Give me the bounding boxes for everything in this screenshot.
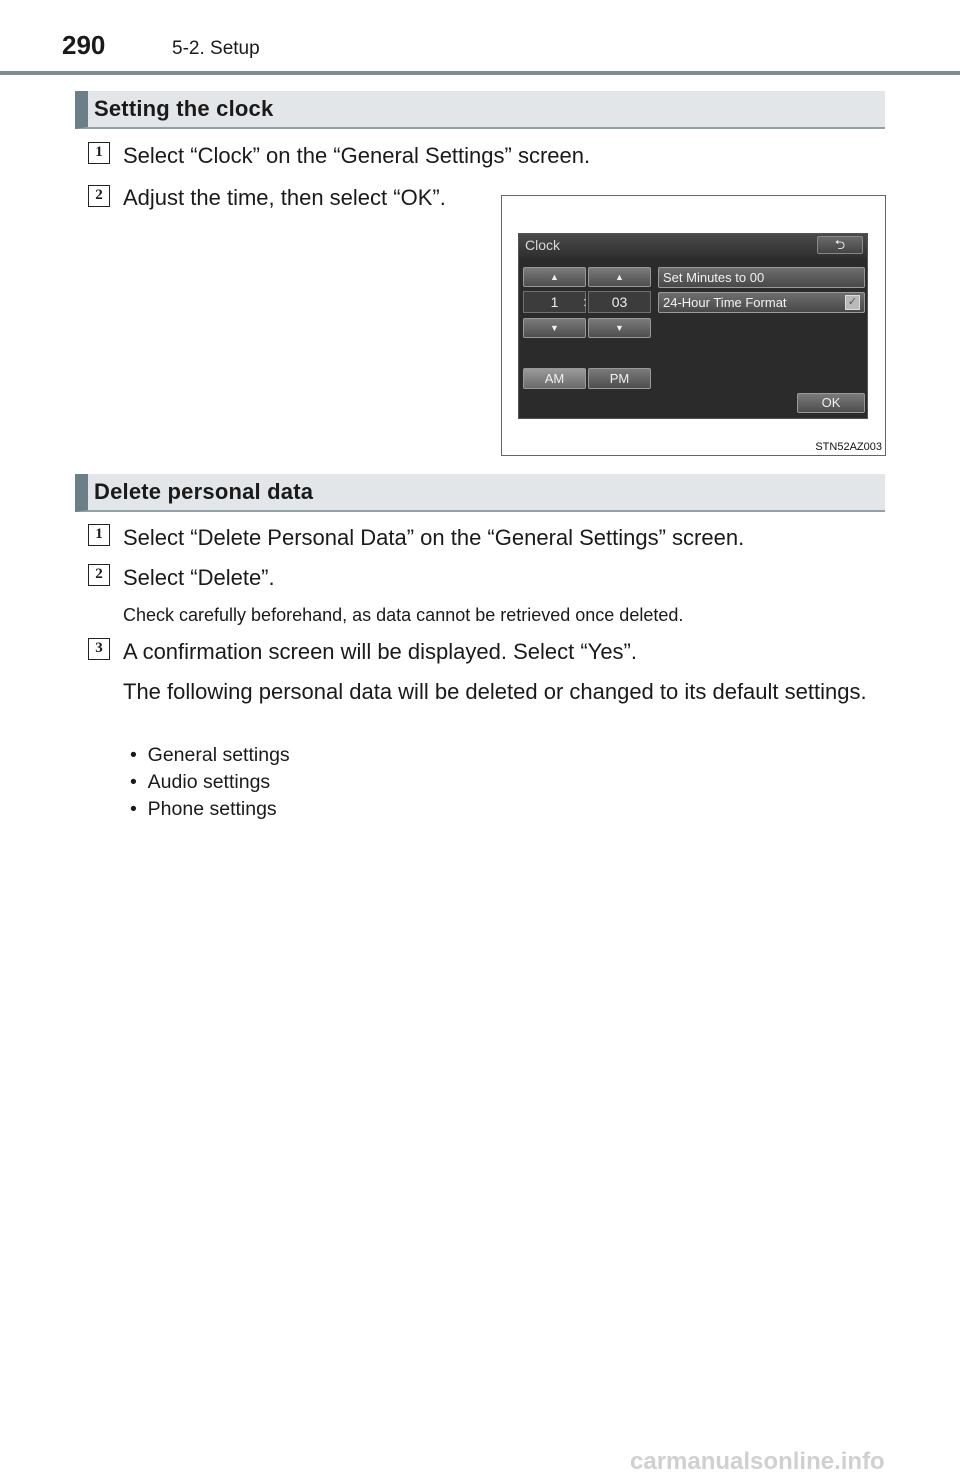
minute-up-button[interactable]: ▲ xyxy=(588,267,651,287)
screen-titlebar xyxy=(519,234,867,258)
step-number-2: 2 xyxy=(88,185,110,207)
set-minutes-to-00-button[interactable]: Set Minutes to 00 xyxy=(658,267,865,288)
list-item: • General settings xyxy=(130,744,290,766)
am-button[interactable]: AM xyxy=(523,368,586,389)
caution-note: Check carefully beforehand, as data cannot be retrieved once deleted. xyxy=(123,605,684,625)
step-number-3: 3 xyxy=(88,638,110,660)
watermark: carmanualsonline.info xyxy=(630,1448,885,1475)
step-number-1: 1 xyxy=(88,524,110,546)
clock-screen xyxy=(518,233,868,419)
section-heading-delete-personal-data xyxy=(75,474,885,512)
image-code: STN52AZ003 xyxy=(815,441,882,453)
time-separator: : xyxy=(583,294,587,309)
hour-up-button[interactable]: ▲ xyxy=(523,267,586,287)
header-rule xyxy=(0,71,960,75)
hour-format-label: 24-Hour Time Format xyxy=(663,295,787,310)
ok-button[interactable]: OK xyxy=(797,393,865,413)
step-number-2: 2 xyxy=(88,564,110,586)
hour-value: 1 xyxy=(523,291,586,313)
list-item: • Phone settings xyxy=(130,798,277,820)
step-text: Adjust the time, then select “OK”. xyxy=(123,185,446,210)
step-text: Select “Delete Personal Data” on the “General Settings” screen. xyxy=(123,525,745,550)
return-arrow-icon[interactable]: ⮌ xyxy=(817,236,863,254)
step-number-1: 1 xyxy=(88,142,110,164)
24-hour-format-toggle[interactable] xyxy=(658,292,865,313)
section-heading-setting-clock xyxy=(75,91,885,129)
minute-down-button[interactable]: ▼ xyxy=(588,318,651,338)
minute-value: 03 xyxy=(588,291,651,313)
clock-screen-illustration xyxy=(501,195,886,456)
step-text: Select “Delete”. xyxy=(123,565,275,590)
step-text: A confirmation screen will be displayed. Select “Yes”. xyxy=(123,639,637,664)
hour-down-button[interactable]: ▼ xyxy=(523,318,586,338)
section-title: Delete personal data xyxy=(94,479,314,504)
step-text: Select “Clock” on the “General Settings” screen. xyxy=(123,143,591,168)
deleted-data-paragraph: The following personal data will be deleted or changed to its default settings. xyxy=(123,679,867,704)
page-number: 290 xyxy=(62,30,106,60)
section-title: Setting the clock xyxy=(94,96,274,121)
checkbox-check-icon: ✓ xyxy=(845,295,860,310)
list-item: • Audio settings xyxy=(130,771,271,793)
chapter-title: 5-2. Setup xyxy=(172,38,260,59)
screen-title: Clock xyxy=(525,237,561,253)
pm-button[interactable]: PM xyxy=(588,368,651,389)
